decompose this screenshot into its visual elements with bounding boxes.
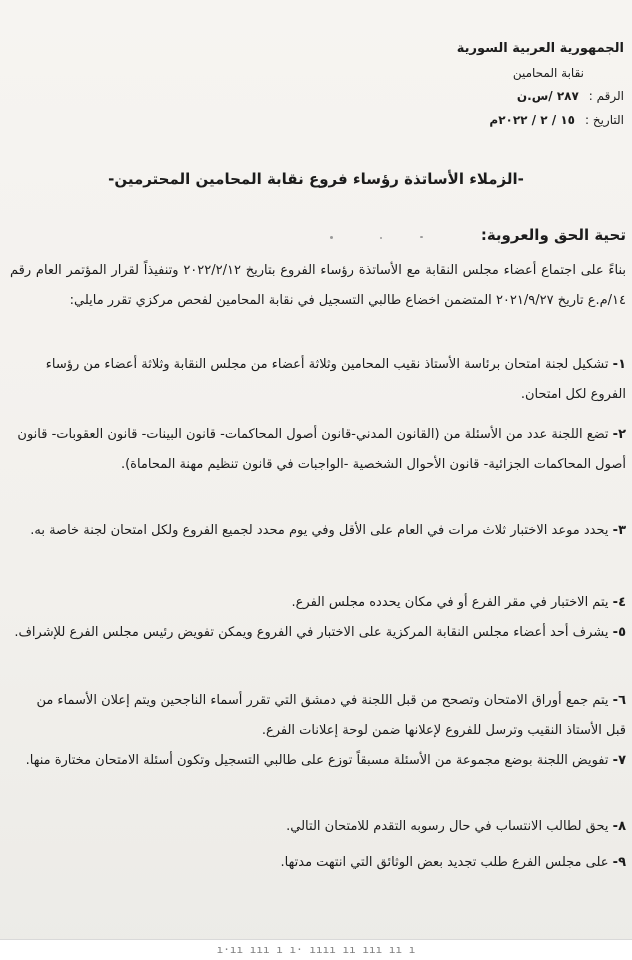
- list-item: [14, 746, 626, 776]
- paper-speck: [380, 237, 382, 239]
- list-item-text: يحدد موعد الاختبار ثلاث مرات في العام على الأقل وفي يوم محدد لجميع الفروع ولكل امتحان لجنة خاصة به.: [30, 523, 609, 538]
- footer-strip: ı·ıı ııı ı ı· ıııı ıı ııı ıı ı: [0, 939, 632, 960]
- letterhead-country: الجمهورية العربية السورية: [456, 41, 624, 56]
- list-item-text: يشرف أحد أعضاء مجلس النقابة المركزية على الاختبار في الفروع ويمكن تفويض رئيس مجلس الفرع للإشراف.: [14, 625, 609, 640]
- list-item-text: تضع اللجنة عدد من الأسئلة من (القانون المدني-قانون أصول المحاكمات- قانون البينات- قانون العقوبات- قانون أصول المحاكمات الجزائية- قانون الأحوال الشخصية -الواجبات في قانون تنظيم مهنة المحاماة).: [17, 427, 626, 472]
- list-item: [14, 516, 626, 546]
- salutation: تحية الحق والعروبة:: [480, 226, 626, 244]
- list-item: [14, 686, 626, 746]
- paper-speck: [330, 236, 333, 239]
- list-item-number: ٣-: [612, 523, 626, 538]
- list-item-number: ٤-: [612, 595, 626, 610]
- list-item: [14, 812, 626, 842]
- list-item-number: ٧-: [612, 753, 626, 768]
- date-value: ١٥ / ٢ / ٢٠٢٢م: [489, 113, 575, 127]
- reference-number-label: الرقم :: [588, 89, 624, 103]
- list-item-number: ٦-: [612, 693, 626, 708]
- reference-number-value: ٢٨٧ /س.ن: [516, 89, 579, 103]
- letterhead-org: نقابة المحامين: [512, 66, 584, 80]
- list-item-number: ١-: [612, 357, 626, 372]
- list-item-number: ٥-: [612, 625, 626, 640]
- list-item-text: تشكيل لجنة امتحان برئاسة الأستاذ نقيب المحامين وثلاثة أعضاء من مجلس النقابة وثلاثة أعضاء من رؤساء الفروع لكل امتحان.: [45, 357, 626, 402]
- list-item: [14, 848, 626, 878]
- list-item: [14, 618, 626, 648]
- list-item: [14, 420, 626, 480]
- list-item-text: يتم جمع أوراق الامتحان وتصحح من قبل اللجنة في دمشق التي تقرر أسماء الناجحين ويتم إعلان الأسماء من قبل الأستاذ النقيب وترسل للفروع لإعلانها ضمن لوحة إعلانات الفرع.: [36, 693, 626, 738]
- list-item-number: ٩-: [612, 855, 626, 870]
- list-item-text: يحق لطالب الانتساب في حال رسوبه التقدم للامتحان التالي.: [286, 819, 609, 834]
- paper-speck: [420, 236, 423, 238]
- addressee-line: -الزملاء الأساتذة رؤساء فروع نقابة المحامين المحترمين-: [108, 170, 524, 188]
- date-label: التاريخ :: [584, 113, 624, 127]
- list-item-number: ٢-: [612, 427, 626, 442]
- list-item: [14, 350, 626, 410]
- list-item-text: يتم الاختبار في مقر الفرع أو في مكان يحدده مجلس الفرع.: [291, 595, 609, 610]
- list-item-text: على مجلس الفرع طلب تجديد بعض الوثائق التي انتهت مدتها.: [280, 855, 609, 870]
- list-item-text: تفويض اللجنة بوضع مجموعة من الأسئلة مسبقاً توزع على طالبي التسجيل وتكون أسئلة الامتحان مختارة منها.: [25, 753, 609, 768]
- date-row: [384, 108, 624, 132]
- list-item-number: ٨-: [612, 819, 626, 834]
- intro-paragraph: بناءً على اجتماع أعضاء مجلس النقابة مع الأساتذة رؤساء الفروع بتاريخ ٢٠٢٢/٢/١٢ وتنفيذاً لقرار المؤتمر العام رقم ١٤/م.ع تاريخ ٢٠٢١/٩/٢٧ المتضمن اخضاع طالبي التسجيل في نقابة المحامين لفحص مركزي تقرر مايلي:: [10, 263, 626, 308]
- reference-number-row: [384, 84, 624, 108]
- list-item: [14, 588, 626, 618]
- letterhead: [384, 36, 624, 132]
